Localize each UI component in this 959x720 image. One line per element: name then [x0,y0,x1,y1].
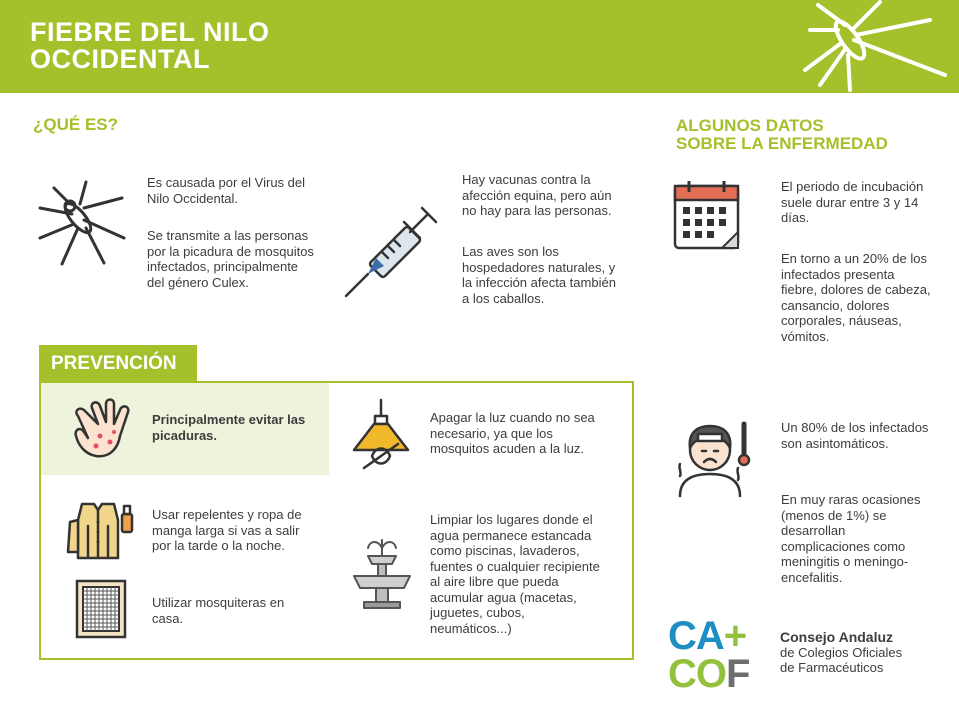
fever-person-icon [676,418,754,498]
syringe-icon [340,200,442,302]
prevencion-heading: PREVENCIÓN [39,345,197,382]
datos-text-3: Un 80% de los infectados son asintomáticos. [781,420,929,451]
cacof-logo [668,614,750,696]
mosquito-icon [790,0,959,93]
que-es-heading: ¿QUÉ ES? [33,115,119,134]
que-es-text-3: Hay vacunas contra la afección equina, pero aún no hay para las personas. [462,172,612,218]
logo-letters-plus: + [723,614,747,658]
logo-line-2: de Colegios Oficiales [780,645,903,660]
datos-text-4: En muy raras ocasiones (menos de 1%) se desarrollan complicaciones como meningitis o meningo-encefalitis. [781,492,921,585]
page-title [30,19,270,73]
prevencion-item-3: Utilizar mosquiteras en casa. [152,595,285,626]
datos-heading [676,117,888,153]
datos-text-1: El periodo de incubación suele durar entre 3 y 14 días. [781,179,924,225]
que-es-text-4: Las aves son los hospedadores naturales, y la infección afecta también a los caballos. [462,244,616,306]
datos-heading-line-1: ALGUNOS DATOS [676,116,824,135]
logo-line-3: de Farmacéuticos [780,660,884,675]
que-es-text-2: Se transmite a las personas por la picadura de mosquitos infectados, principalmente del género Culex. [147,228,314,290]
lamp-icon [350,398,412,472]
logo-caption [780,630,902,675]
logo-letters-co: CO [668,652,726,696]
datos-heading-line-2: SOBRE LA ENFERMEDAD [676,134,888,153]
prevencion-item-4: Apagar la luz cuando no sea necesario, ya que los mosquitos acuden a la luz. [430,410,595,456]
window-screen-icon [74,578,128,640]
hand-bites-icon [70,398,136,462]
header-banner [0,0,959,93]
prevencion-item-1: Principalmente evitar las picaduras. [152,412,306,443]
logo-letters-f: F [726,652,750,696]
prevencion-item-5: Limpiar los lugares donde el agua permanece estancada como piscinas, lavaderos, fuentes o cualquier recipiente al aire libre que pueda acumular agua (macetas, juguetes, cubos, neumáticos...) [430,512,600,636]
title-line-2: OCCIDENTAL [30,44,210,74]
datos-text-2: En torno a un 20% de los infectados presenta fiebre, dolores de cabeza, cansancio, dolores corporales, náuseas, vómitos. [781,251,931,344]
calendar-icon [672,178,742,252]
prevencion-item-2: Usar repelentes y ropa de manga larga si vas a salir por la tarde o la noche. [152,507,302,553]
logo-letters-ca: CA [668,614,724,658]
title-line-1: FIEBRE DEL NILO [30,17,270,47]
fountain-icon [350,534,414,610]
que-es-text-1: Es causada por el Virus del Nilo Occidental. [147,175,306,206]
mosquito-outline-icon [34,178,129,270]
logo-letters [668,614,750,696]
jacket-repellent-icon [64,500,136,562]
logo-name: Consejo Andaluz [780,629,894,645]
